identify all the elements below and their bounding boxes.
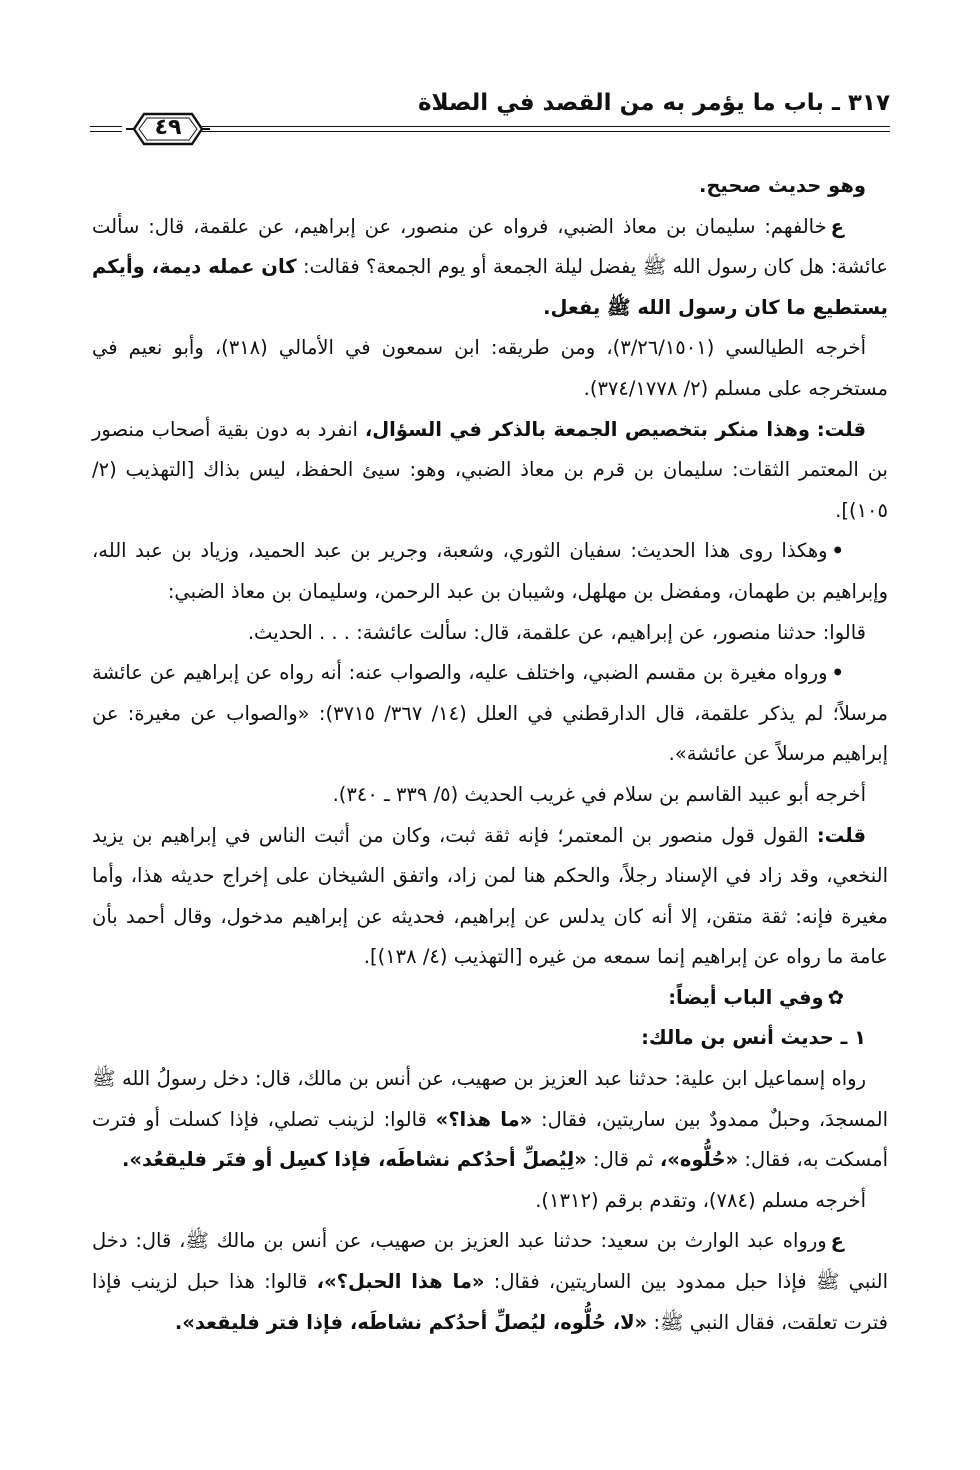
subsection-heading: ١ ـ حديث أنس بن مالك: <box>641 1026 866 1050</box>
paragraph: قلت: القول قول منصور بن المعتمر؛ فإنه ثقة ثبت، وكان من أثبت الناس في إبراهيم بن يزيد النخعي، وقد زاد في الإسناد رجلاً، والحكم هنا لمن زاد، واتفق الشيخان على إخراج حديثه هذا، وأما مغيرة فإنه: ثقة متقن، إلا أنه كان يدلس عن إبراهيم، فحديثه عن إبراهيم مدخول، وقال أحمد بأن عامة ما رواه عن إبراهيم إنما سمعه من غيره [التهذيب (٤/ ١٣٨)]. <box>92 823 888 969</box>
section-mark-icon: ع <box>830 214 844 238</box>
paragraph: أخرجه مسلم (٧٨٤)، وتقدم برقم (١٣١٢). <box>535 1188 866 1212</box>
header-rule <box>202 126 890 127</box>
header-rule-left <box>90 126 122 127</box>
paragraph: وهو حديث صحيح. <box>698 174 866 197</box>
paragraph: •وهكذا روى هذا الحديث: سفيان الثوري، وشعبة، وجرير بن عبد الحميد، وزياد بن عبد الله، وإبراهيم بن طهمان، ومفضل بن مهلهل، وشيبان بن عبد الرحمن، وسليمان بن معاذ الضبي: <box>92 531 888 612</box>
page-body <box>92 166 888 1343</box>
paragraph: قالوا: حدثنا منصور، عن إبراهيم، عن علقمة، قال: سألت عائشة: . . . الحديث. <box>247 620 866 644</box>
paragraph: رواه إسماعيل ابن علية: حدثنا عبد العزيز بن صهيب، عن أنس بن مالك، قال: دخل رسولُ الله ﷺ المسجدَ، وحبلٌ ممدودٌ بين ساريتين، فقال: «ما هذا؟» قالوا: لزينب تصلي، فإذا كسلت أو فترت أمسكت به، فقال: «حُلُّوه»، ثم قال: «لِيُصلِّ أحدُكم نشاطَه، فإذا كسِل أو فتَر فليقعُد». <box>92 1067 888 1172</box>
header-rule-left-thin <box>90 131 122 132</box>
paragraph: أخرجه الطيالسي (٣/٢٦/١٥٠١)، ومن طريقه: ابن سمعون في الأمالي (٣١٨)، وأبو نعيم في مستخرجه على مسلم (٢/ ٣٧٤/١٧٧٨). <box>92 336 888 400</box>
bullet-icon: • <box>831 661 844 685</box>
page-number-badge <box>124 108 212 150</box>
bullet-icon: • <box>831 539 844 563</box>
section-heading: ✿وفي الباب أيضاً: <box>92 978 888 1019</box>
flower-mark-icon: ✿ <box>827 985 844 1009</box>
paragraph: •ورواه مغيرة بن مقسم الضبي، واختلف عليه، والصواب عنه: أنه رواه عن إبراهيم عن عائشة مرسلاً؛ لم يذكر علقمة، قال الدارقطني في العلل (١٤/ ٣٦٧/ ٣٧١٥): «والصواب عن مغيرة: عن إبراهيم مرسلاً عن عائشة». <box>92 653 888 775</box>
section-mark-icon: ع <box>830 1229 844 1253</box>
paragraph: أخرجه أبو عبيد القاسم بن سلام في غريب الحديث (٥/ ٣٣٩ ـ ٣٤٠). <box>332 782 866 806</box>
paragraph: عخالفهم: سليمان بن معاذ الضبي، فرواه عن منصور، عن إبراهيم، عن علقمة، قال: سألت عائشة: هل كان رسول الله ﷺ يفضل ليلة الجمعة أو يوم الجمعة؟ فقالت: كان عمله ديمة، وأيكم يستطيع ما كان رسول الله ﷺ يفعل. <box>92 207 888 329</box>
paragraph: عورواه عبد الوارث بن سعيد: حدثنا عبد العزيز بن صهيب، عن أنس بن مالك ﷺ، قال: دخل النبي ﷺ فإذا حبل ممدود بين الساريتين، فقال: «ما هذا الحبل؟»، قالوا: هذا حبل لزينب فإذا فترت تعلقت، فقال النبي ﷺ: «لا، حُلُّوه، ليُصلِّ أحدُكم نشاطَه، فإذا فتر فليقعد». <box>92 1221 888 1343</box>
chapter-title: ٣١٧ ـ باب ما يؤمر به من القصد في الصلاة <box>417 90 890 116</box>
page-header <box>90 86 890 156</box>
page-number: ٤٩ <box>154 115 182 140</box>
header-rule-thin <box>202 131 890 132</box>
paragraph: قلت: وهذا منكر بتخصيص الجمعة بالذكر في السؤال، انفرد به دون بقية أصحاب منصور بن المعتمر الثقات: سليمان بن قرم بن معاذ الضبي، وهو: سيئ الحفظ، ليس بذاك [التهذيب (٢/ ١٠٥)]. <box>92 417 888 522</box>
